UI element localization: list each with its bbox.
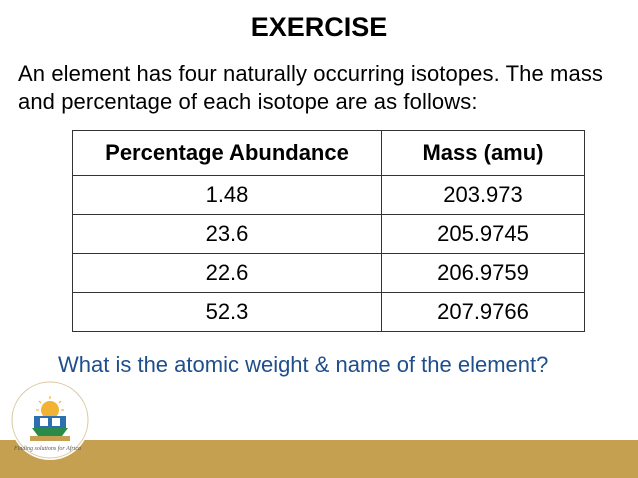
abundance-cell: 1.48: [73, 176, 382, 215]
mass-cell: 205.9745: [382, 215, 585, 254]
intro-text: An element has four naturally occurring isotopes. The mass and percentage of each isotope are as follows:: [18, 61, 604, 114]
abundance-cell: 23.6: [73, 215, 382, 254]
question-text: What is the atomic weight & name of the element?: [58, 352, 549, 377]
mass-cell: 206.9759: [382, 254, 585, 293]
slide-title: EXERCISE: [250, 12, 388, 42]
table-row: [73, 254, 585, 293]
header-mass: Mass (amu): [382, 131, 585, 176]
header-percentage-abundance: Percentage Abundance: [73, 131, 382, 176]
table-row: [73, 293, 585, 332]
isotope-table: [72, 130, 585, 332]
mass-cell: 207.9766: [382, 293, 585, 332]
abundance-cell: 22.6: [73, 254, 382, 293]
logo-tagline: Finding solutions for Africa: [14, 446, 82, 452]
table-row: [73, 176, 585, 215]
table-row: [73, 215, 585, 254]
table-header-row: [73, 131, 585, 176]
mass-cell: 203.973: [382, 176, 585, 215]
abundance-cell: 52.3: [73, 293, 382, 332]
